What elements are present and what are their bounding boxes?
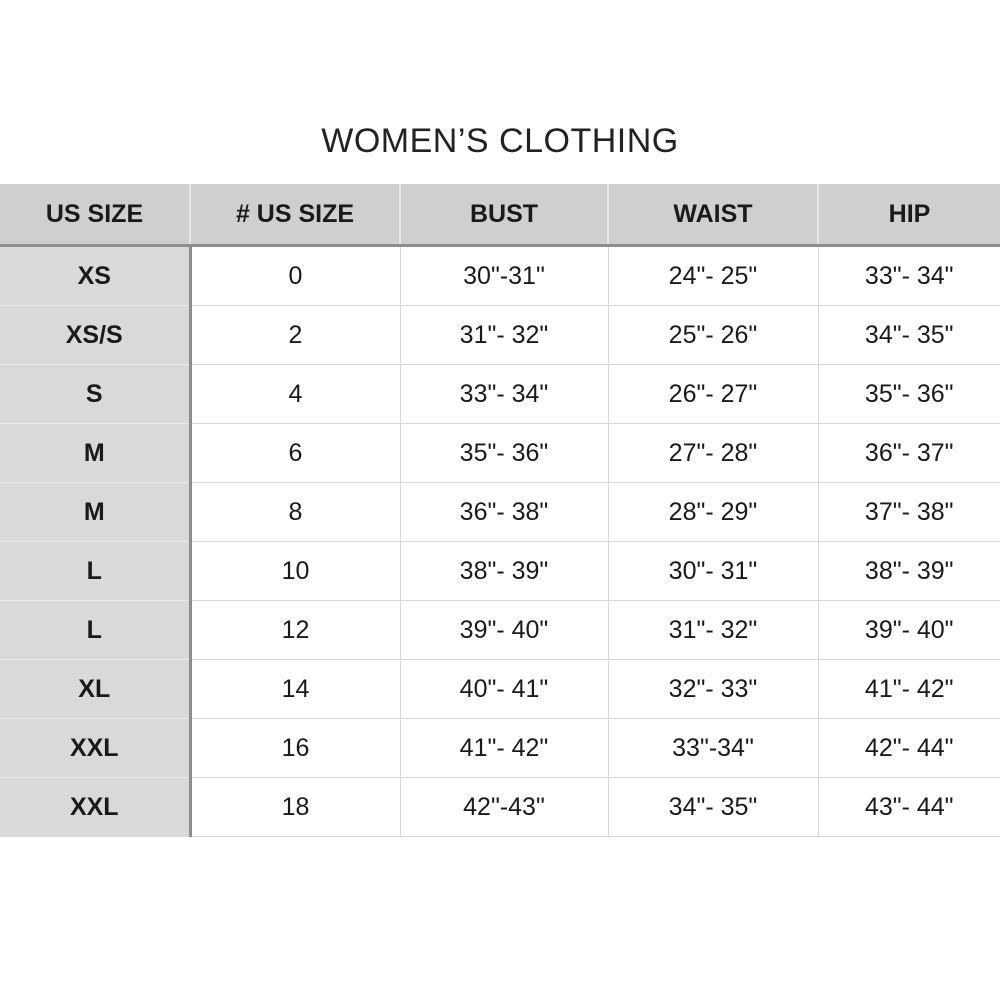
cell-hip: 33"- 34" (818, 246, 1000, 306)
table-body (0, 246, 1000, 837)
cell-hip: 43"- 44" (818, 778, 1000, 837)
cell-numeric-size: 4 (190, 365, 400, 424)
cell-us-size: L (0, 542, 190, 601)
page-title: WOMEN’S CLOTHING (321, 122, 679, 160)
cell-hip: 41"- 42" (818, 660, 1000, 719)
cell-bust: 40"- 41" (400, 660, 608, 719)
header-bust: BUST (400, 184, 608, 246)
cell-numeric-size: 2 (190, 306, 400, 365)
cell-hip: 39"- 40" (818, 601, 1000, 660)
cell-us-size: S (0, 365, 190, 424)
cell-waist: 33"-34" (608, 719, 818, 778)
cell-numeric-size: 0 (190, 246, 400, 306)
cell-us-size: XXL (0, 719, 190, 778)
cell-hip: 37"- 38" (818, 483, 1000, 542)
cell-bust: 38"- 39" (400, 542, 608, 601)
cell-bust: 35"- 36" (400, 424, 608, 483)
cell-waist: 31"- 32" (608, 601, 818, 660)
cell-hip: 42"- 44" (818, 719, 1000, 778)
cell-numeric-size: 10 (190, 542, 400, 601)
cell-bust: 36"- 38" (400, 483, 608, 542)
table-header (0, 184, 1000, 246)
cell-bust: 30"-31" (400, 246, 608, 306)
cell-waist: 27"- 28" (608, 424, 818, 483)
cell-waist: 25"- 26" (608, 306, 818, 365)
cell-bust: 39"- 40" (400, 601, 608, 660)
cell-us-size: M (0, 424, 190, 483)
cell-waist: 28"- 29" (608, 483, 818, 542)
cell-us-size: M (0, 483, 190, 542)
header-waist: WAIST (608, 184, 818, 246)
cell-numeric-size: 8 (190, 483, 400, 542)
size-chart-table (0, 184, 1000, 837)
header-row (0, 184, 1000, 246)
table-row (0, 483, 1000, 542)
table-row (0, 424, 1000, 483)
cell-us-size: L (0, 601, 190, 660)
cell-numeric-size: 6 (190, 424, 400, 483)
header-us-size: US SIZE (0, 184, 190, 246)
cell-waist: 30"- 31" (608, 542, 818, 601)
table-row (0, 660, 1000, 719)
table-row (0, 719, 1000, 778)
cell-bust: 31"- 32" (400, 306, 608, 365)
cell-numeric-size: 14 (190, 660, 400, 719)
cell-bust: 41"- 42" (400, 719, 608, 778)
table-row (0, 365, 1000, 424)
cell-waist: 26"- 27" (608, 365, 818, 424)
cell-waist: 24"- 25" (608, 246, 818, 306)
header-numeric-us-size: # US SIZE (190, 184, 400, 246)
table-row (0, 601, 1000, 660)
table-row (0, 246, 1000, 306)
cell-waist: 32"- 33" (608, 660, 818, 719)
cell-numeric-size: 12 (190, 601, 400, 660)
table-row (0, 542, 1000, 601)
cell-hip: 38"- 39" (818, 542, 1000, 601)
table-row (0, 778, 1000, 837)
cell-bust: 33"- 34" (400, 365, 608, 424)
cell-us-size: XXL (0, 778, 190, 837)
cell-waist: 34"- 35" (608, 778, 818, 837)
header-hip: HIP (818, 184, 1000, 246)
cell-hip: 36"- 37" (818, 424, 1000, 483)
cell-numeric-size: 18 (190, 778, 400, 837)
cell-bust: 42"-43" (400, 778, 608, 837)
cell-numeric-size: 16 (190, 719, 400, 778)
cell-hip: 35"- 36" (818, 365, 1000, 424)
cell-us-size: XL (0, 660, 190, 719)
table-row (0, 306, 1000, 365)
cell-us-size: XS (0, 246, 190, 306)
cell-hip: 34"- 35" (818, 306, 1000, 365)
cell-us-size: XS/S (0, 306, 190, 365)
